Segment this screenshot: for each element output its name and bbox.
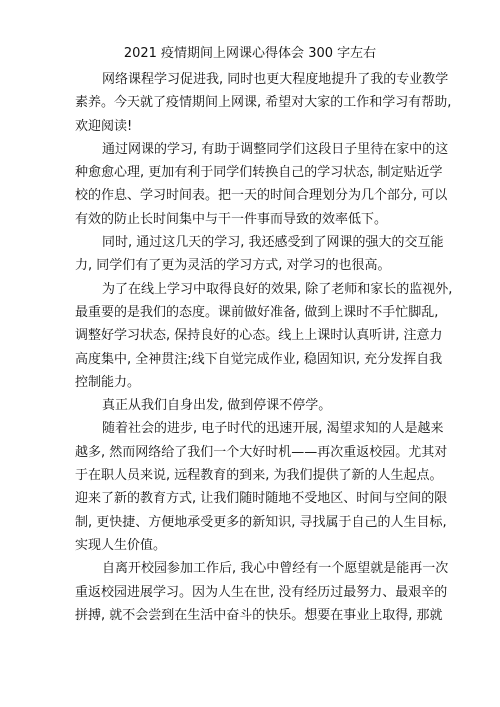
paragraph [0, 68, 500, 138]
text-line: 校的作息、学习时间表。把一天的时间合理划分为几个部分, 可以 [75, 188, 448, 204]
text-line: 有效的防止长时间集中与干一件事而导致的效率低下。 [75, 211, 388, 227]
text-line: 实现人生价值。 [75, 537, 167, 553]
text-line: 素养。今天就了疫情期间上网课, 希望对大家的工作和学习有帮助, [75, 95, 452, 111]
text-line: 力, 同学们有了更为灵活的学习方式, 对学习的也很高。 [75, 258, 391, 274]
text-line: 于在职人员来说, 远程教育的到来, 为我们提供了新的人生起点。 [75, 468, 443, 484]
paragraph [0, 138, 500, 231]
text-line: 越多, 然而网络给了我们一个大好时机——再次重返校园。尤其对 [75, 444, 448, 460]
text-line: 控制能力。 [75, 374, 141, 390]
text-line: 网络课程学习促进我, 同时也更大程度地提升了我的专业教学 [102, 72, 449, 87]
text-line: 高度集中, 全神贯注;线下自觉完成作业, 稳固知识, 充分发挥自我 [75, 351, 443, 367]
text-line: 通过网课的学习, 有助于调整同学们这段日子里待在家中的这 [102, 141, 449, 157]
paragraph [0, 394, 500, 417]
paragraph [0, 417, 500, 557]
document-body [0, 68, 500, 627]
document-title: 2021 疫情期间上网课心得体会 300 字左右 [123, 46, 377, 61]
text-line: 同时, 通过这几天的学习, 我还感受到了网课的强大的交互能 [102, 235, 444, 251]
text-line: 制, 更快捷、方便地承受更多的新知识, 寻找属于自己的人生目标, [75, 514, 447, 530]
text-line: 欢迎阅读! [75, 118, 133, 134]
text-line: 随着社会的进步, 电子时代的迅速开展, 渴望求知的人是越来 [102, 421, 444, 437]
text-line: 为了在线上学习中取得良好的效果, 除了老师和家长的监视外, [102, 281, 453, 297]
paragraph [0, 278, 500, 394]
paragraph [0, 557, 500, 627]
text-line: 最重要的是我们的态度。课前做好准备, 做到上课时不手忙脚乱, [75, 304, 439, 320]
text-line: 迎来了新的教育方式, 让我们随时随地不受地区、时间与空间的限 [75, 491, 448, 507]
text-line: 种愈愈心理, 更加有利于同学们转换自己的学习状态, 制定贴近学 [75, 165, 443, 181]
text-line: 重返校园进展学习。因为人生在世, 没有经历过最努力、最艰辛的 [75, 584, 448, 600]
text-line: 调整好学习状态, 保持良好的心态。线上上课时认真听讲, 注意力 [75, 328, 443, 344]
text-line: 自离开校园参加工作后, 我心中曾经有一个愿望就是能再一次 [102, 561, 449, 577]
paragraph [0, 231, 500, 278]
text-line: 真正从我们自身出发, 做到停课不停学。 [102, 398, 332, 414]
text-line: 拼搏, 就不会尝到在生活中奋斗的快乐。想要在事业上取得, 那就 [75, 607, 443, 623]
